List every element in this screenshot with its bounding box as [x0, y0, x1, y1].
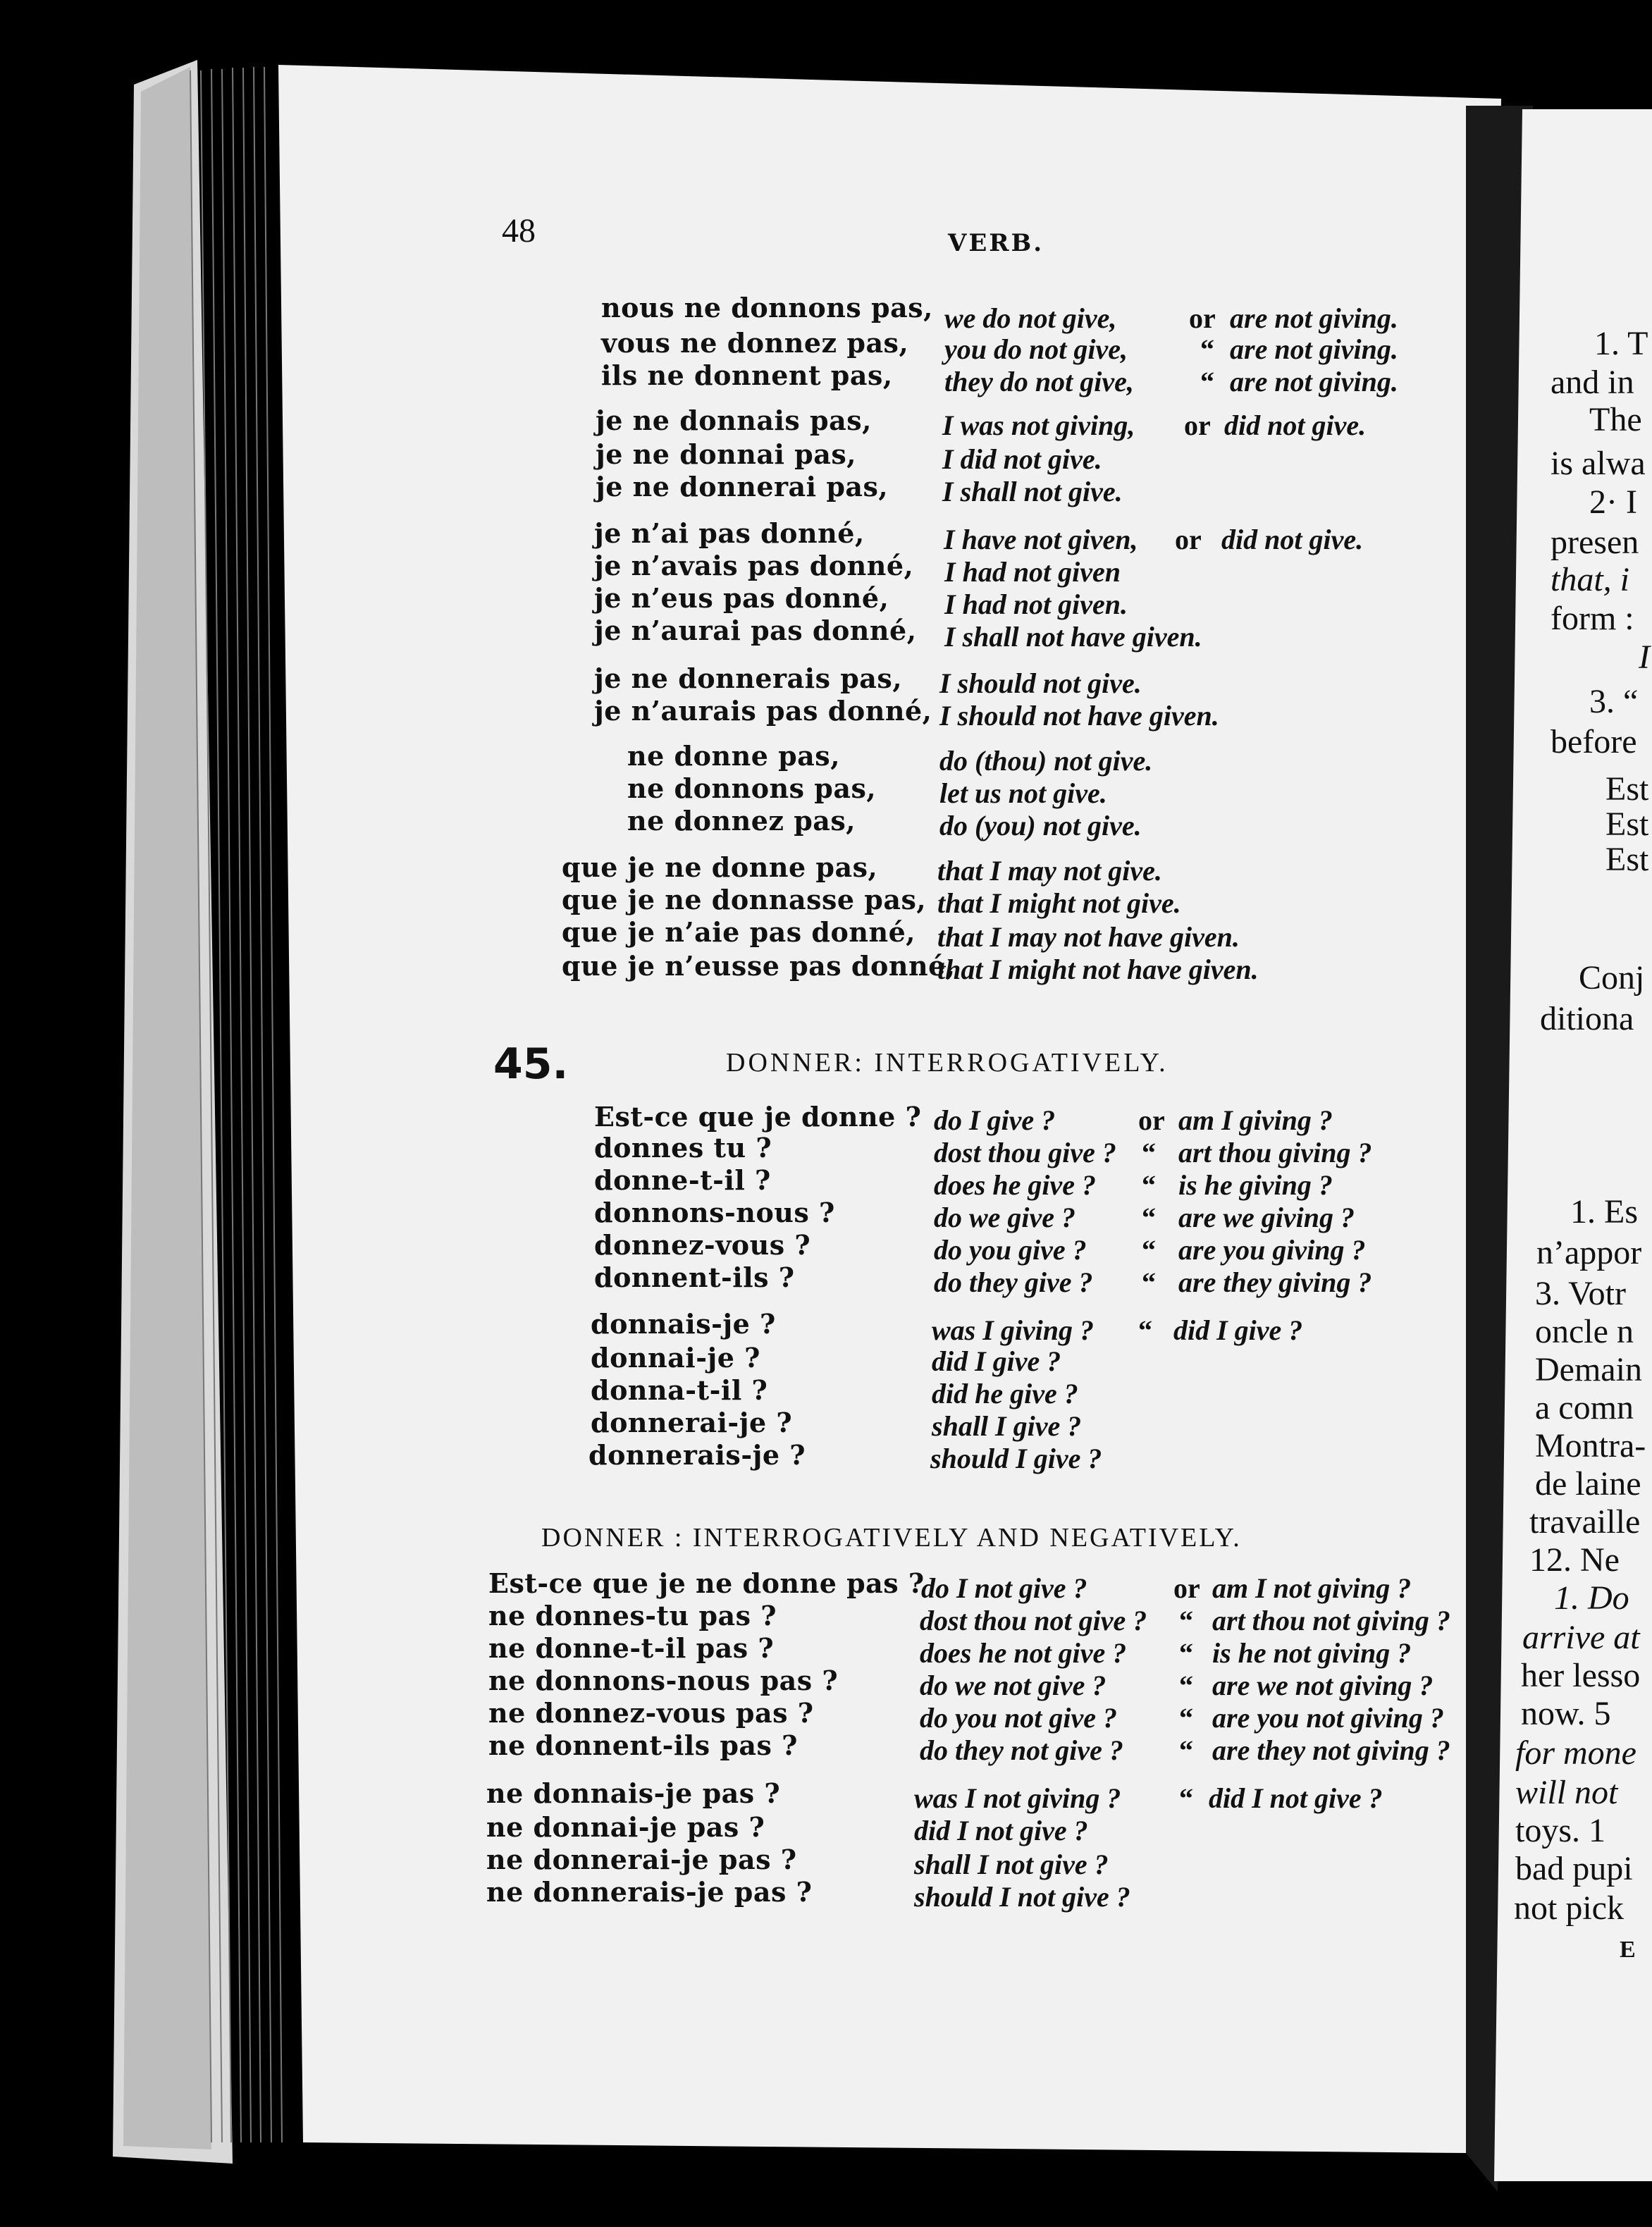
alternative-translation: art thou not giving ? — [1212, 1605, 1450, 1636]
alt-marker: “ — [1179, 1670, 1193, 1701]
right-page-fragment: 3. Votr — [1535, 1275, 1626, 1312]
french-form: je n’avais pas donné, — [594, 550, 914, 581]
right-page-fragment: toys. 1 — [1515, 1812, 1606, 1849]
french-form: Est-ce que je donne ? — [594, 1101, 922, 1133]
english-translation: I should not give. — [939, 667, 1142, 699]
alt-marker: “ — [1142, 1137, 1156, 1168]
page-number: 48 — [502, 212, 536, 249]
right-page-fragment: Conj — [1579, 959, 1645, 997]
english-translation: shall I give ? — [932, 1410, 1082, 1442]
right-page-fragment: I — [1639, 639, 1650, 676]
french-form: ne donne-t-il pas ? — [488, 1632, 775, 1664]
english-translation: I did not give. — [942, 443, 1102, 475]
alternative-translation: did not give. — [1224, 409, 1367, 441]
french-form: ils ne donnent pas, — [601, 359, 893, 391]
english-translation: do we give ? — [934, 1202, 1076, 1233]
right-page-fragment: oncle n — [1535, 1313, 1634, 1350]
french-form: donnerais-je ? — [588, 1439, 806, 1471]
right-page-fragment: de laine — [1535, 1465, 1641, 1503]
alt-marker: or — [1175, 524, 1202, 555]
english-translation: do you not give ? — [920, 1702, 1117, 1734]
english-translation: do you give ? — [934, 1234, 1087, 1266]
alternative-translation: is he not giving ? — [1212, 1637, 1412, 1669]
right-page-fragment: is alwa — [1551, 445, 1646, 482]
alternative-translation: are not giving. — [1230, 366, 1398, 397]
english-translation: I have not given, — [944, 524, 1138, 555]
english-translation: I was not giving, — [942, 409, 1135, 441]
english-translation: does he give ? — [934, 1169, 1096, 1201]
alternative-translation: are you not giving ? — [1212, 1702, 1444, 1734]
english-translation: should I give ? — [930, 1443, 1102, 1474]
english-translation: they do not give, — [944, 366, 1134, 397]
right-page-fragment: will not — [1515, 1774, 1618, 1811]
right-page-fragment: that, i — [1551, 561, 1630, 598]
english-translation: that I may not have given. — [937, 921, 1240, 953]
alt-marker: “ — [1142, 1202, 1156, 1233]
right-page-fragment: 1. Do — [1554, 1579, 1629, 1617]
alternative-translation: am I giving ? — [1178, 1104, 1333, 1136]
english-translation: was I giving ? — [932, 1314, 1095, 1346]
english-translation: should I not give ? — [914, 1881, 1130, 1913]
french-form: je n’eus pas donné, — [594, 582, 889, 614]
right-page-fragment: The — [1589, 401, 1642, 438]
section-heading: DONNER: INTERROGATIVELY. — [726, 1048, 1169, 1078]
right-page-fragment: before — [1551, 723, 1637, 760]
right-page-fragment: 12. Ne — [1529, 1541, 1620, 1579]
right-page-fragment: 1. T — [1594, 325, 1648, 362]
french-form: Est-ce que je ne donne pas ? — [488, 1567, 925, 1599]
alt-marker: “ — [1200, 333, 1214, 365]
alt-marker: or — [1184, 409, 1211, 441]
french-form: donnais-je ? — [591, 1308, 776, 1340]
alt-marker: “ — [1142, 1169, 1156, 1201]
english-translation: I had not given — [944, 556, 1121, 588]
alternative-translation: are we giving ? — [1178, 1202, 1355, 1233]
right-page-fragment: Est — [1605, 841, 1649, 878]
right-page-fragment: 1. Es — [1570, 1193, 1638, 1230]
right-page-fragment: a comn — [1535, 1389, 1634, 1426]
alt-marker: “ — [1138, 1314, 1152, 1346]
french-form: ne donnerais-je pas ? — [486, 1876, 813, 1908]
alternative-translation: are not giving. — [1230, 302, 1398, 334]
right-page-fragment: form : — [1551, 600, 1634, 637]
french-form: donnez-vous ? — [594, 1229, 811, 1261]
alt-marker: “ — [1142, 1234, 1156, 1266]
english-translation: was I not giving ? — [914, 1782, 1121, 1814]
english-translation: I should not have given. — [939, 700, 1219, 732]
french-form: donna-t-il ? — [591, 1374, 768, 1406]
english-translation: dost thou not give ? — [920, 1605, 1147, 1636]
right-page-fragment: not pick — [1514, 1889, 1624, 1927]
alternative-translation: are we not giving ? — [1212, 1670, 1434, 1701]
alt-marker: “ — [1179, 1734, 1193, 1766]
alternative-translation: am I not giving ? — [1212, 1572, 1412, 1604]
french-form: je ne donnerai pas, — [596, 471, 889, 502]
french-form: que je n’aie pas donné, — [562, 916, 916, 948]
english-translation: let us not give. — [939, 777, 1107, 809]
english-translation: do we not give ? — [920, 1670, 1107, 1701]
right-page-fragment: presen — [1551, 524, 1639, 561]
alternative-translation: did I not give ? — [1209, 1782, 1383, 1814]
french-form: donnent-ils ? — [594, 1261, 795, 1293]
french-form: nous ne donnons pas, — [601, 292, 933, 323]
right-page-fragment: E — [1620, 1937, 1636, 1963]
french-form: donnerai-je ? — [591, 1407, 793, 1438]
right-page-fragment: bad pupi — [1515, 1850, 1633, 1887]
right-page-fragment: Est — [1605, 770, 1649, 808]
alternative-translation: are they not giving ? — [1212, 1734, 1450, 1766]
right-page-fragment: and in — [1551, 364, 1634, 401]
french-form: je n’aurais pas donné, — [594, 695, 932, 727]
alt-marker: “ — [1200, 366, 1214, 397]
english-translation: do they not give ? — [920, 1734, 1123, 1766]
alternative-translation: art thou giving ? — [1178, 1137, 1372, 1168]
right-page-fragment: n’appor — [1536, 1234, 1642, 1271]
english-translation: you do not give, — [944, 333, 1128, 365]
right-page-fragment: for mone — [1515, 1734, 1636, 1772]
alt-marker: “ — [1179, 1637, 1193, 1669]
alt-marker: or — [1189, 302, 1216, 334]
french-form: ne donnons-nous pas ? — [488, 1665, 839, 1696]
french-form: ne donnes-tu pas ? — [488, 1600, 777, 1631]
english-translation: I shall not have given. — [944, 621, 1202, 653]
right-page-fragment: Demain — [1535, 1351, 1642, 1388]
alt-marker: or — [1173, 1572, 1200, 1604]
section-number: 45. — [493, 1040, 569, 1089]
alt-marker: “ — [1179, 1605, 1193, 1636]
french-form: ne donnent-ils pas ? — [488, 1729, 798, 1761]
right-page-fragment: now. 5 — [1521, 1695, 1611, 1732]
french-form: ne donnerai-je pas ? — [486, 1844, 797, 1875]
alternative-translation: are not giving. — [1230, 333, 1398, 365]
french-form: que je ne donne pas, — [562, 851, 878, 883]
french-form: donne-t-il ? — [594, 1164, 771, 1196]
right-page-fragment: Montra- — [1535, 1427, 1646, 1464]
alternative-translation: are they giving ? — [1178, 1266, 1372, 1298]
english-translation: that I might not give. — [937, 887, 1181, 919]
alt-marker: or — [1138, 1104, 1165, 1136]
french-form: donnai-je ? — [591, 1342, 760, 1374]
french-form: donnes tu ? — [594, 1132, 772, 1164]
english-translation: that I may not give. — [937, 855, 1162, 887]
french-form: ne donnez pas, — [627, 805, 856, 837]
french-form: ne donnai-je pas ? — [486, 1811, 765, 1843]
english-translation: shall I not give ? — [914, 1849, 1109, 1880]
alternative-translation: are you giving ? — [1178, 1234, 1366, 1266]
french-form: donnons-nous ? — [594, 1197, 835, 1228]
english-translation: I shall not give. — [942, 476, 1123, 507]
french-form: ne donnons pas, — [627, 772, 877, 804]
french-form: je n’aurai pas donné, — [594, 615, 917, 646]
french-form: ne donnez-vous pas ? — [488, 1697, 814, 1729]
right-page-fragment: ditiona — [1540, 1000, 1634, 1037]
french-form: je ne donnais pas, — [596, 405, 872, 436]
english-translation: do they give ? — [934, 1266, 1093, 1298]
english-translation: did I not give ? — [914, 1815, 1088, 1846]
right-page-fragment: 3. “ — [1589, 683, 1639, 720]
right-page-fragment: Est — [1605, 806, 1649, 843]
english-translation: do I not give ? — [921, 1572, 1087, 1604]
english-translation: do I give ? — [934, 1104, 1056, 1136]
french-form: vous ne donnez pas, — [601, 327, 909, 359]
english-translation: we do not give, — [944, 302, 1117, 334]
french-form: ne donne pas, — [627, 740, 840, 772]
english-translation: does he not give ? — [920, 1637, 1127, 1669]
french-form: ne donnais-je pas ? — [486, 1777, 781, 1809]
alternative-translation: did not give. — [1221, 524, 1364, 555]
section-heading: DONNER : INTERROGATIVELY AND NEGATIVELY. — [541, 1523, 1242, 1553]
french-form: que je ne donnasse pas, — [562, 884, 927, 915]
right-page-fragment: travaille — [1529, 1503, 1641, 1541]
english-translation: do (you) not give. — [939, 810, 1142, 841]
alt-marker: “ — [1179, 1702, 1193, 1734]
right-page-fragment: 2· I — [1589, 483, 1637, 521]
right-page-fragment: her lesso — [1521, 1657, 1641, 1694]
french-form: je n’ai pas donné, — [594, 517, 865, 549]
french-form: je ne donnerais pas, — [594, 662, 903, 694]
alt-marker: “ — [1179, 1782, 1193, 1814]
english-translation: did I give ? — [932, 1345, 1061, 1377]
english-translation: do (thou) not give. — [939, 745, 1153, 777]
french-form: je ne donnai pas, — [596, 438, 856, 470]
alternative-translation: is he giving ? — [1178, 1169, 1333, 1201]
english-translation: did he give ? — [932, 1378, 1078, 1409]
running-head: VERB. — [948, 229, 1044, 257]
french-form: que je n’eusse pas donné, — [562, 950, 956, 982]
english-translation: dost thou give ? — [934, 1137, 1116, 1168]
alternative-translation: did I give ? — [1173, 1314, 1303, 1346]
english-translation: I had not given. — [944, 588, 1128, 620]
english-translation: that I might not have given. — [937, 954, 1259, 985]
right-page-fragment: arrive at — [1522, 1619, 1640, 1656]
alt-marker: “ — [1142, 1266, 1156, 1298]
